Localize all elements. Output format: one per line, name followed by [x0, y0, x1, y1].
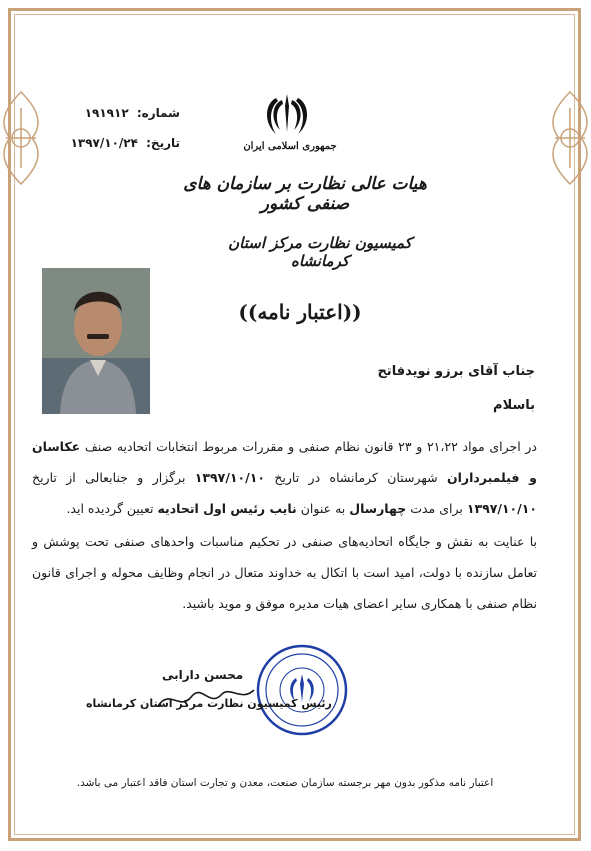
validity-note: اعتبار نامه مذکور بدون مهر برجسته سازمان صنعت، معدن و تجارت استان فاقد اعتبار می باشد.: [76, 777, 494, 789]
addressee: جناب آقای برزو نویدفاتح: [377, 364, 535, 379]
date-label: تاریخ:: [146, 136, 180, 150]
state-name: جمهوری اسلامی ایران: [243, 141, 337, 152]
paragraph-appointment: در اجرای مواد ۲۱،۲۲ و ۲۳ قانون نظام صنفی و مقررات مربوط انتخابات اتحادیه صنف عکاسان و فیلمبرداران شهرستان کرمانشاه در تاریخ ۱۳۹۷/۱۰/۱۰ برگزار و جنابعالی از تاریخ ۱۳۹۷/۱۰/۱۰ برای مدت چهارسال به عنوان نایب رئیس اول اتحادیه تعیین گردیده اید.: [32, 439, 537, 516]
official-stamp-icon: [252, 640, 352, 740]
document-title: ((اعتبار نامه)): [238, 300, 362, 324]
position-title: نایب رئیس اول اتحادیه: [157, 501, 297, 516]
organization-subtitle: کمیسیون نظارت مرکز استان کرمانشاه: [228, 234, 412, 270]
document-date: [60, 136, 180, 150]
document-number: [60, 106, 180, 120]
term-length: چهارسال: [349, 501, 407, 516]
certificate-body: [32, 431, 537, 619]
guild-name: عکاسان و فیلمبرداران: [32, 439, 537, 485]
salutation: باسلام: [493, 398, 535, 413]
organization-title: هیات عالی نظارت بر سازمان های صنفی کشور: [183, 174, 427, 214]
signer-title: رئیس کمیسیون نظارت مرکز استان کرمانشاه: [86, 697, 332, 710]
election-date: ۱۳۹۷/۱۰/۱۰: [194, 470, 265, 485]
floral-ornament-icon: [541, 88, 591, 188]
number-label: شماره:: [136, 106, 180, 120]
date-value: ۱۳۹۷/۱۰/۲۴: [70, 136, 138, 150]
start-date: ۱۳۹۷/۱۰/۱۰: [466, 501, 537, 516]
portrait-photo: [42, 268, 150, 414]
number-value: ۱۹۱۹۱۲: [84, 106, 129, 120]
signer-name: محسن دارابی: [162, 668, 244, 682]
paragraph-closing: با عنایت به نقش و جایگاه اتحادیه‌های صنفی در تحکیم مناسبات واحدهای صنفی تحت پوشش و تعامل سازنده با دولت، امید است با اتکال به خداوند متعال در انجام وظایف محوله و اجرای قانون نظام صنفی با همکاری سایر اعضای هیات مدیره موفق و موید باشید.: [32, 534, 537, 611]
iran-emblem-icon: [262, 92, 312, 136]
floral-ornament-icon: [0, 88, 50, 188]
